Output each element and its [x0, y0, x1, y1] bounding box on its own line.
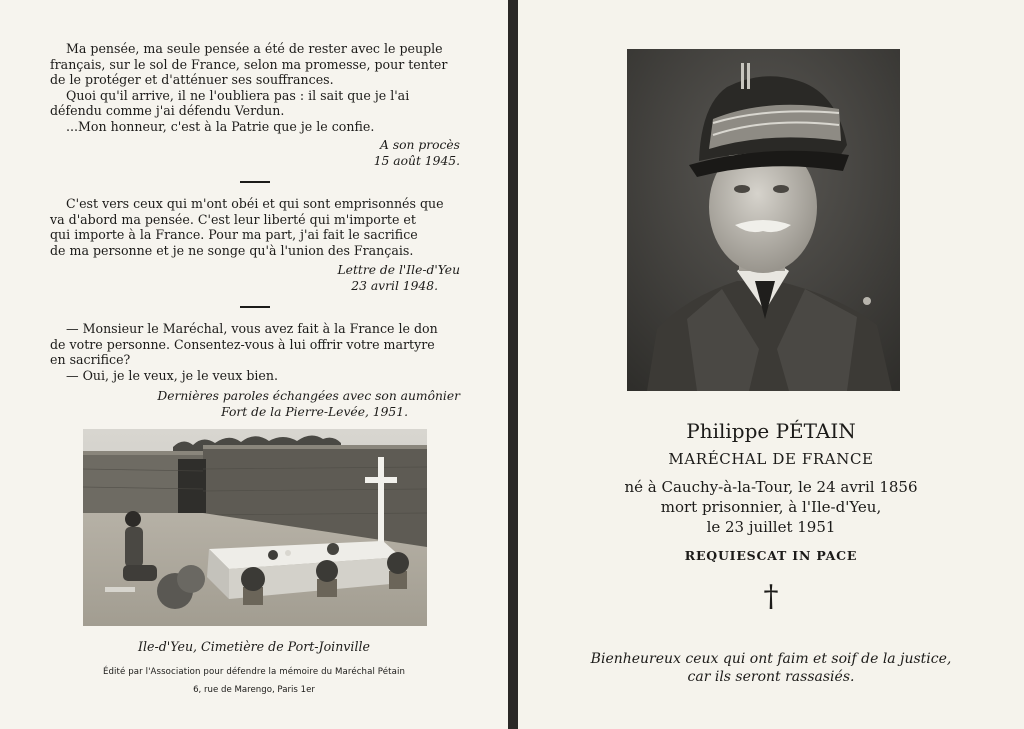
last-name: PÉTAIN	[775, 419, 856, 443]
quote-last-words	[50, 321, 462, 383]
quote-trial	[50, 41, 462, 135]
quote-line: — Monsieur le Maréchal, vous avez fait à la France le don	[66, 321, 438, 336]
quote-line: de ma personne et je ne songe qu'à l'union des Français.	[50, 242, 414, 258]
quote-line: — Oui, je le veux, je le veux bien.	[66, 367, 278, 383]
cross-icon: †	[763, 579, 779, 614]
citation-line: 15 août 1945.	[373, 154, 460, 168]
quote-line: en sacrifice?	[50, 352, 131, 368]
citation-line: Dernières paroles échangées avec son aumônier	[157, 389, 460, 403]
citation-trial	[50, 137, 460, 169]
beatitude-line: car ils seront rassasiés.	[687, 669, 855, 685]
grave-photo	[83, 429, 427, 626]
portrait-photo	[627, 49, 900, 391]
publisher-line: Édité par l'Association pour défendre la mémoire du Maréchal Pétain	[102, 667, 406, 677]
citation-letter	[50, 262, 460, 294]
citation-line: 23 avril 1948.	[351, 279, 438, 293]
beatitude-line: Bienheureux ceux qui ont faim et soif de la justice,	[590, 651, 952, 667]
citation-line: Fort de la Pierre-Levée, 1951.	[221, 405, 408, 419]
quote-line: C'est vers ceux qui m'ont obéi et qui sont emprisonnés que	[66, 196, 444, 211]
divider-rule	[240, 181, 270, 183]
rank: MARÉCHAL DE FRANCE	[668, 450, 874, 468]
quote-line: de votre personne. Consentez-vous à lui offrir votre martyre	[50, 336, 435, 352]
requiescat: REQUIESCAT IN PACE	[684, 548, 858, 563]
quote-letter	[50, 196, 462, 258]
death-date: le 23 juillet 1951	[706, 518, 836, 536]
birth-line: né à Cauchy-à-la-Tour, le 24 avril 1856	[624, 478, 918, 496]
deceased-name	[518, 419, 1024, 443]
quote-line: de le protéger et d'atténuer ses souffrances.	[50, 72, 334, 88]
citation-last-words	[50, 388, 460, 420]
citation-line: Lettre de l'Ile-d'Yeu	[337, 263, 460, 277]
divider-rule	[240, 306, 270, 308]
first-name: Philippe	[686, 419, 770, 443]
quote-line: ...Mon honneur, c'est à la Patrie que je le confie.	[66, 118, 375, 134]
publisher-address: 6, rue de Marengo, Paris 1er	[193, 685, 315, 695]
quote-line: français, sur le sol de France, selon ma promesse, pour tenter	[50, 56, 448, 72]
death-line: mort prisonnier, à l'Ile-d'Yeu,	[660, 498, 882, 516]
quote-line: qui importe à la France. Pour ma part, j'ai fait le sacrifice	[50, 227, 418, 243]
photo-caption: Ile-d'Yeu, Cimetière de Port-Joinville	[138, 639, 370, 654]
quote-line: Quoi qu'il arrive, il ne l'oubliera pas : il sait que je l'ai	[66, 87, 410, 103]
quote-line: Ma pensée, ma seule pensée a été de rester avec le peuple	[66, 41, 443, 56]
quote-line: va d'abord ma pensée. C'est leur liberté qui m'importe et	[50, 211, 416, 227]
citation-line: A son procès	[380, 138, 460, 152]
quote-line: défendu comme j'ai défendu Verdun.	[50, 103, 285, 119]
